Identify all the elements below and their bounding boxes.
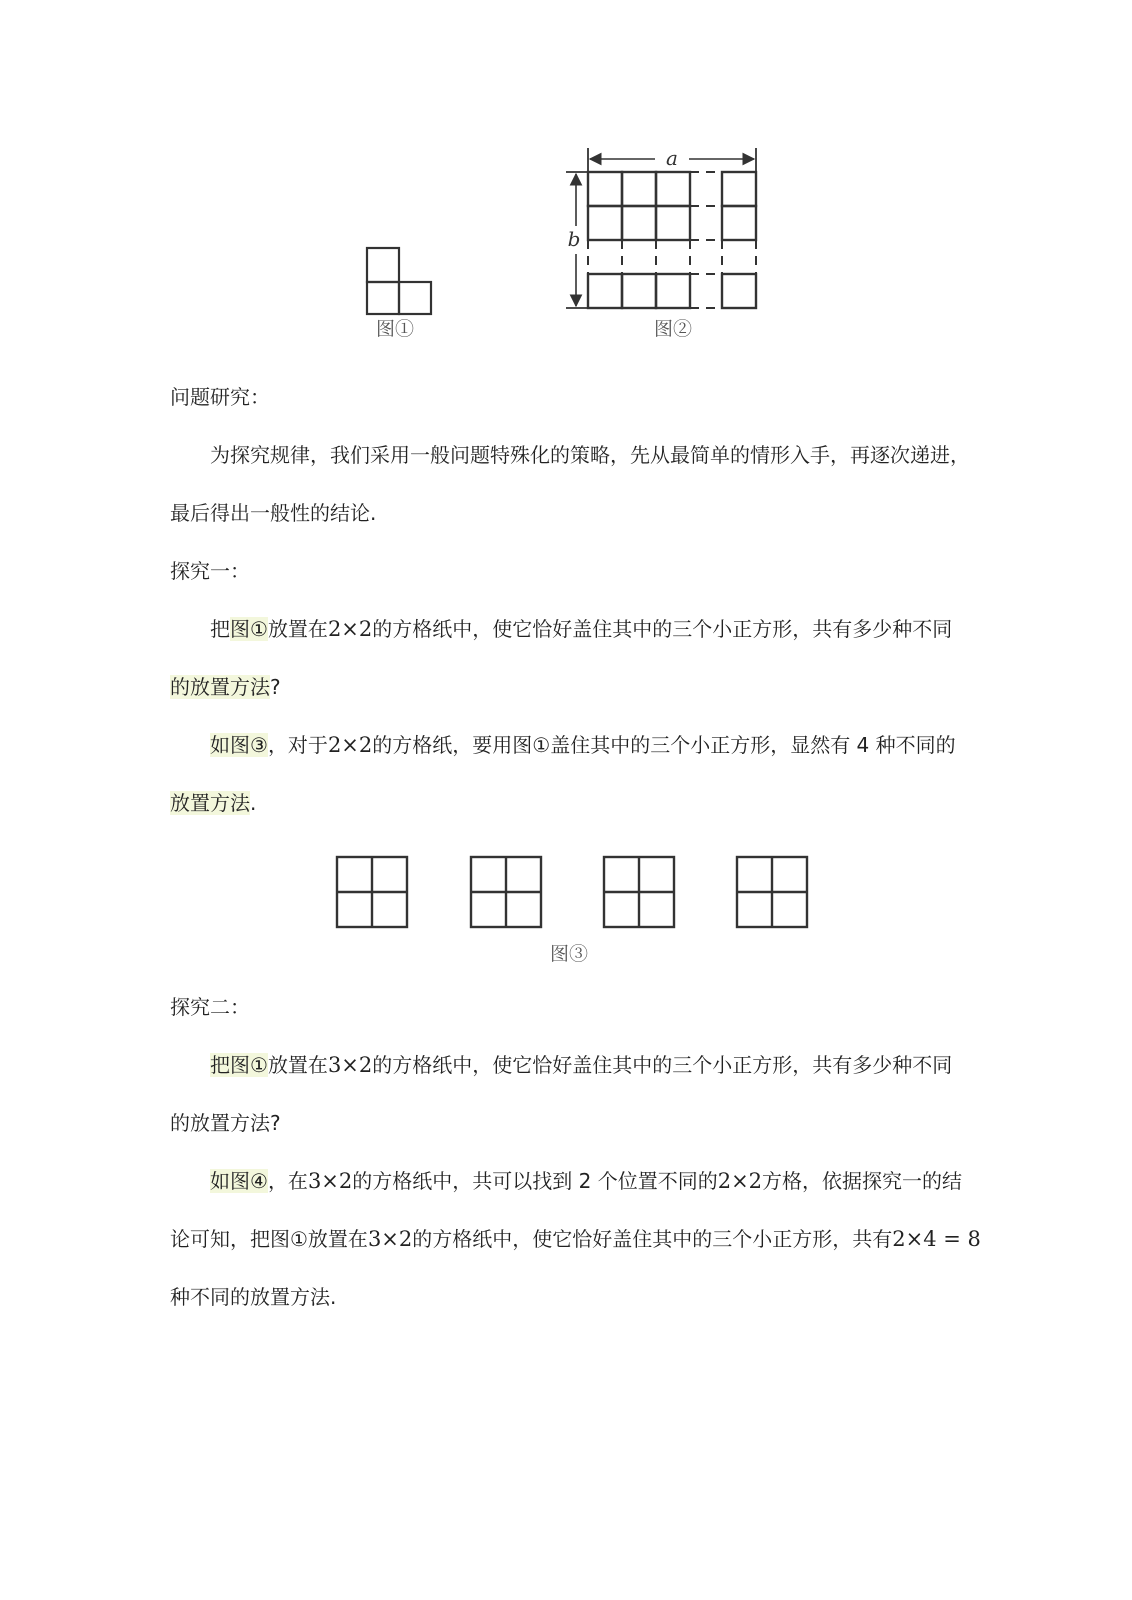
explore-1-q-math: 2×2 [327, 617, 373, 641]
explore-1-q-mid: 放置在 [267, 617, 328, 641]
explore-2-q-mid: 放置在 [267, 1053, 328, 1077]
explore-1-q-rest: 的方格纸中，使它恰好盖住其中的三个小正方形，共有多少种不同 [372, 617, 953, 641]
explore-2-answer-line-3: 种不同的放置方法. [170, 1285, 337, 1309]
explore-1-question-line-2 [170, 673, 281, 701]
problem-intro-line-2: 最后得出一般性的结论. [170, 501, 377, 525]
explore-2-a-line2-start: 论可知，把图①放置在 [170, 1227, 368, 1251]
explore-2-a-mid1: ，在 [267, 1169, 308, 1193]
explore-2-question-line-1 [210, 1051, 952, 1079]
problem-intro-line-1: 为探究规律，我们采用一般问题特殊化的策略，先从最简单的情形入手，再逐次递进， [210, 443, 970, 467]
figure-3-grid-1 [337, 857, 407, 927]
figure-3-grid-3 [604, 857, 674, 927]
explore-2-q-rest: 的方格纸中，使它恰好盖住其中的三个小正方形，共有多少种不同 [372, 1053, 953, 1077]
explore-2-a-math2: 2×2 [717, 1169, 763, 1193]
explore-1-q-prefix: 把 [210, 617, 230, 641]
explore-2-a-line2-math2: 2×4 = 8 [892, 1227, 981, 1251]
explore-1-q-fig-ref: 图① [230, 617, 268, 641]
explore-2-a-math1: 3×2 [307, 1169, 353, 1193]
figure-2-label-a: a [666, 146, 678, 170]
section-heading-explore-1: 探究一： [170, 559, 250, 583]
figure-1-l-tromino [360, 240, 440, 320]
explore-2-question-line-2: 的放置方法? [170, 1111, 281, 1135]
explore-1-answer-line-1 [210, 731, 956, 759]
explore-2-a-rest: 方格，依据探究一的结 [762, 1169, 963, 1193]
explore-2-q-math: 3×2 [327, 1053, 373, 1077]
figure-1-caption: 图① [376, 318, 415, 340]
explore-1-a-fig-ref: 如图③ [210, 733, 268, 757]
explore-2-answer-line-2 [170, 1225, 981, 1253]
section-heading-explore-2: 探究二： [170, 995, 250, 1019]
figure-3-grids [330, 850, 815, 936]
explore-2-q-fig-ref: 把图① [210, 1053, 268, 1077]
explore-2-a-line2-math1: 3×2 [367, 1227, 413, 1251]
figure-3-grid-4 [737, 857, 807, 927]
figure-2-grid [560, 144, 770, 316]
explore-1-a-mid: ，对于 [267, 733, 328, 757]
figure-3-caption: 图③ [550, 943, 589, 965]
explore-1-q-line2-end: ? [270, 675, 281, 699]
explore-1-a-math: 2×2 [327, 733, 373, 757]
explore-2-a-line2-mid: 的方格纸中，使它恰好盖住其中的三个小正方形，共有 [412, 1227, 893, 1251]
explore-2-answer-line-1 [210, 1167, 962, 1195]
explore-1-a-line2-hl: 放置方法 [170, 791, 250, 815]
explore-1-a-line2-end: . [250, 791, 257, 815]
explore-2-a-fig-ref: 如图④ [210, 1169, 268, 1193]
figure-3-grid-2 [471, 857, 541, 927]
explore-1-q-line2-hl: 的放置方法 [170, 675, 270, 699]
figure-2-caption: 图② [654, 318, 693, 340]
explore-2-a-mid2: 的方格纸中，共可以找到 2 个位置不同的 [352, 1169, 718, 1193]
explore-1-question-line-1 [210, 615, 952, 643]
explore-1-answer-line-2 [170, 789, 256, 817]
section-heading-problem: 问题研究： [170, 385, 270, 409]
explore-1-a-rest: 的方格纸，要用图①盖住其中的三个小正方形，显然有 4 种不同的 [372, 733, 956, 757]
figure-2-label-b: b [567, 227, 581, 251]
